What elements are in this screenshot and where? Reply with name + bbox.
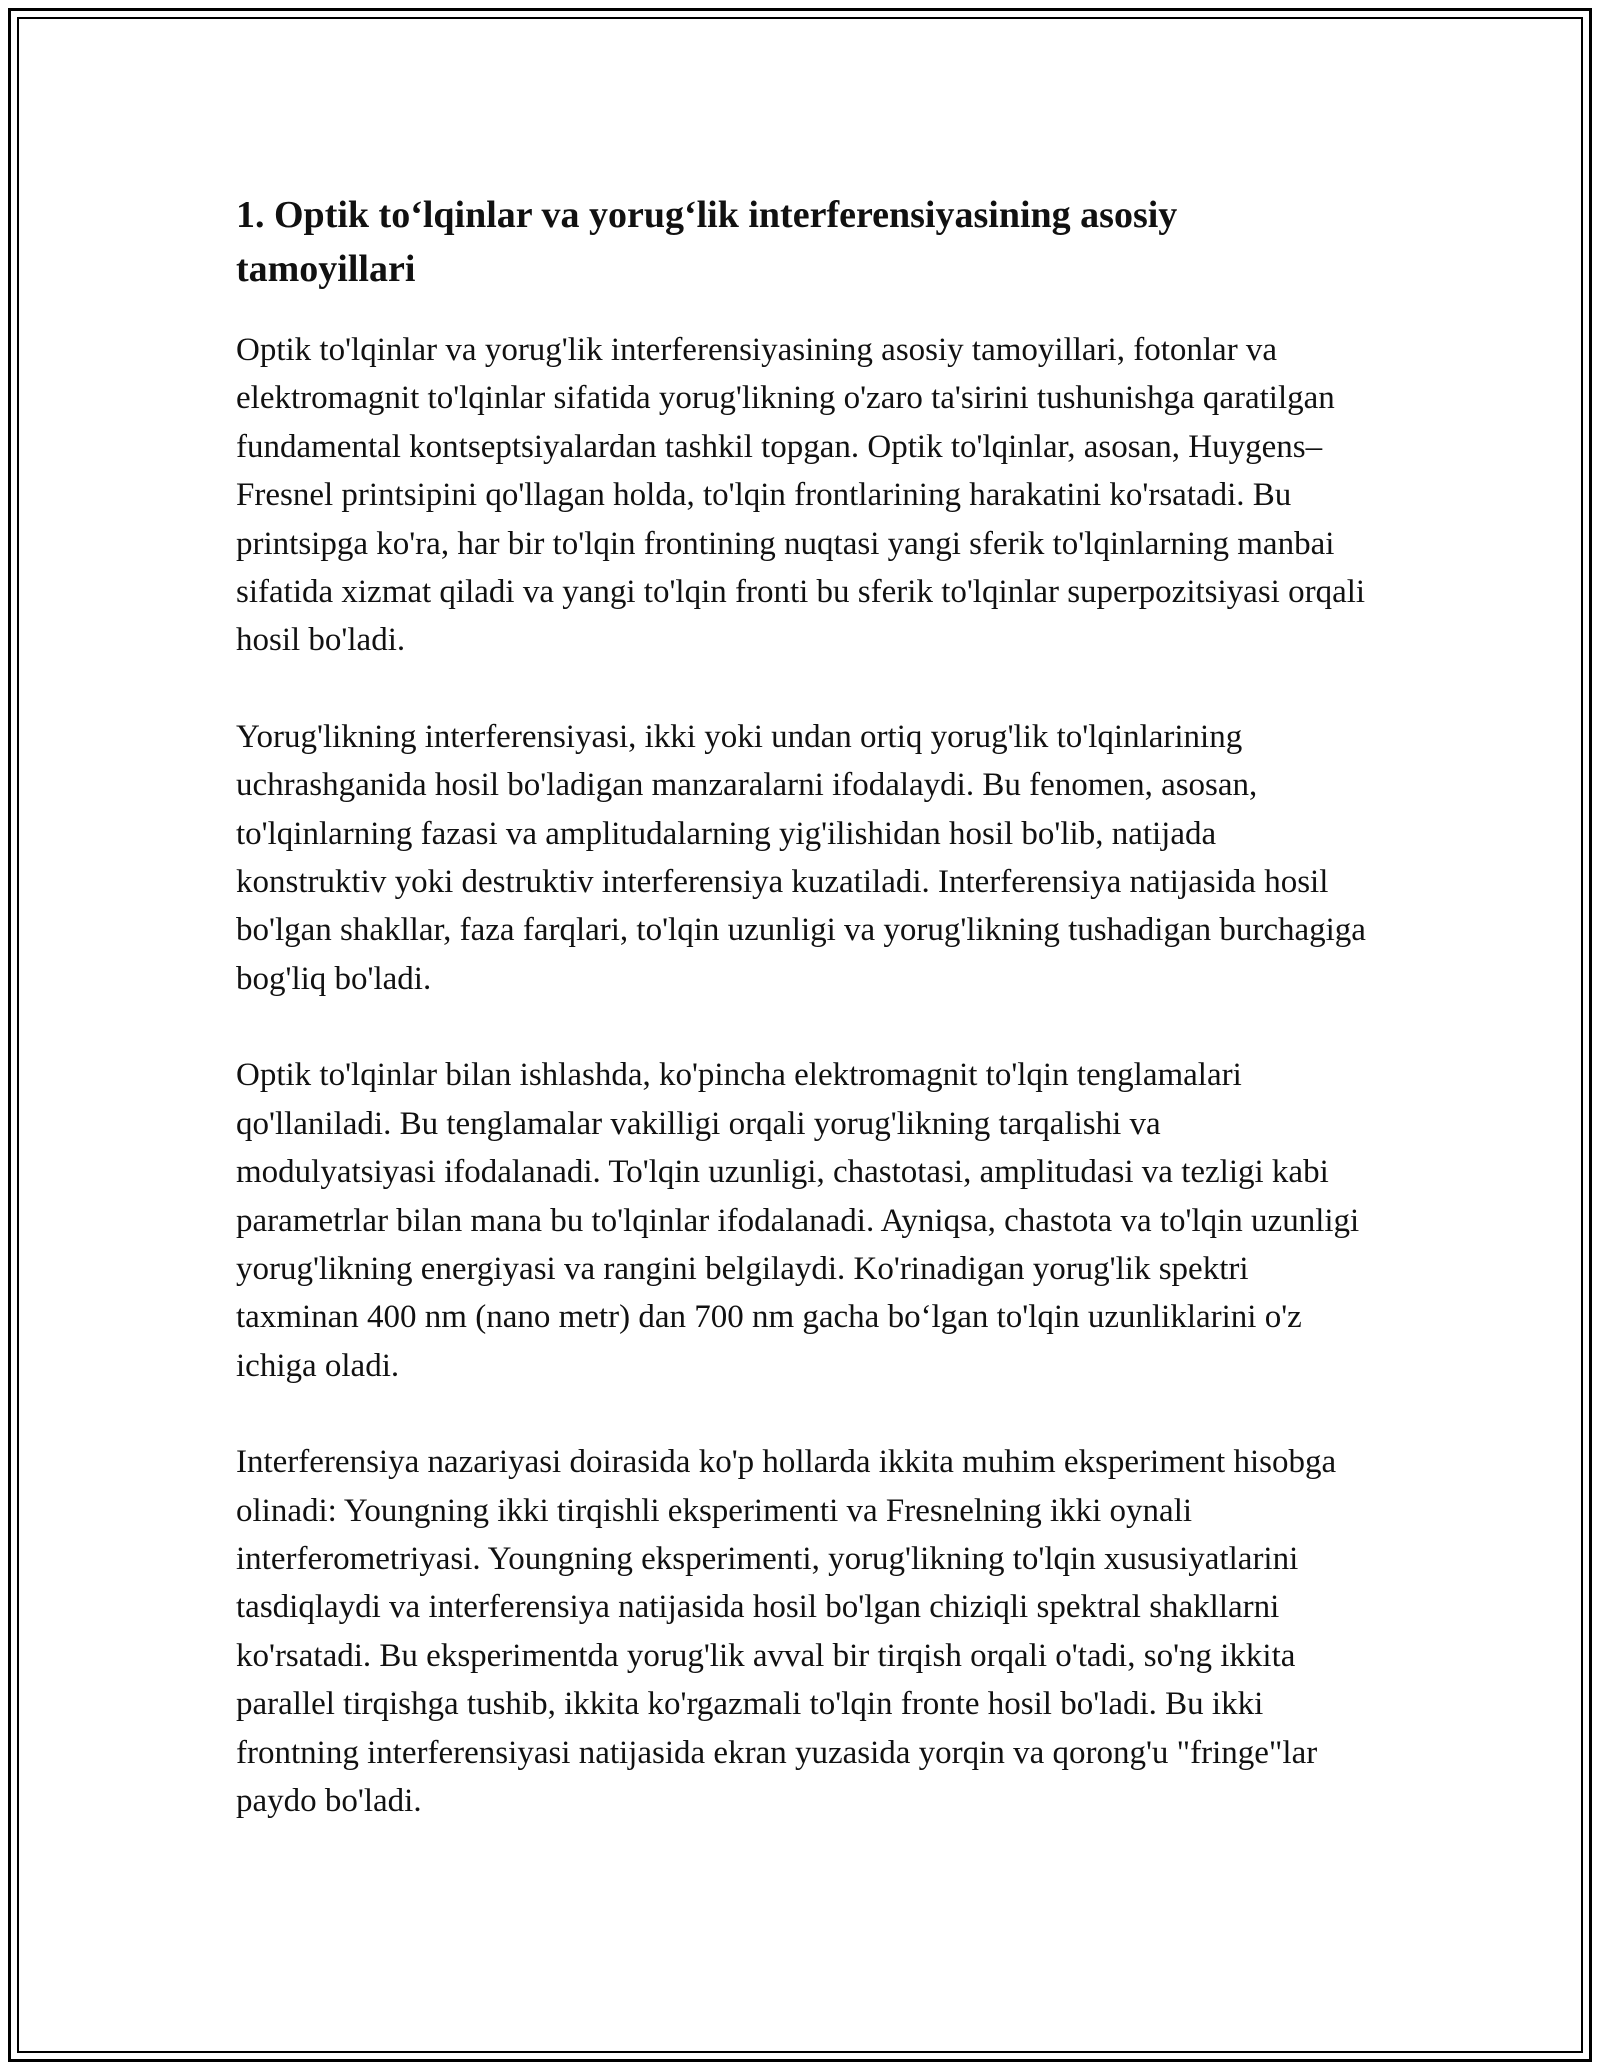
document-body — [236, 188, 1366, 1873]
section-heading: 1. Optik to‘lqinlar va yorug‘lik interferensiyasining asosiy tamoyillari — [236, 194, 1178, 290]
paragraph-3: Optik to'lqinlar bilan ishlashda, ko'pincha elektromagnit to'lqin tenglamalari qo'llaniladi. Bu tenglamalar vakilligi orqali yorug'likning tarqalishi va modulyatsiyasi ifodalanadi. To'lqin uzunligi, chastotasi, amplitudasi va tezligi kabi parametrlar bilan mana bu to'lqinlar ifodalanadi. Ayniqsa, chastota va to'lqin uzunligi yorug'likning energiyasi va rangini belgilaydi. Ko'rinadigan yorug'lik spektri taxminan 400 nm (nano metr) dan 700 nm gacha bo‘lgan to'lqin uzunliklarini o'z ichiga oladi. — [236, 1057, 1360, 1384]
paragraph-4: Interferensiya nazariyasi doirasida ko'p hollarda ikkita muhim eksperiment hisobga olinadi: Youngning ikki tirqishli eksperimenti va Fresnelning ikki oynali interferometriyasi. Youngning eksperimenti, yorug'likning to'lqin xususiyatlarini tasdiqlaydi va interferensiya natijasida hosil bo'lgan chiziqli spektral shakllarni ko'rsatadi. Bu eksperimentda yorug'lik avval bir tirqish orqali o'tadi, so'ng ikkita parallel tirqishga tushib, ikkita ko'rgazmali to'lqin fronte hosil bo'ladi. Bu ikki frontning interferensiyasi natijasida ekran yuzasida yorqin va qorong'u "fringe"lar paydo bo'ladi. — [236, 1444, 1337, 1819]
paragraph-1: Optik to'lqinlar va yorug'lik interferensiyasining asosiy tamoyillari, fotonlar va elektromagnit to'lqinlar sifatida yorug'likning o'zaro ta'sirini tushunishga qaratilgan fundamental kontseptsiyalardan tashkil topgan. Optik to'lqinlar, asosan, Huygens–Fresnel printsipini qo'llagan holda, to'lqin frontlarining harakatini ko'rsatadi. Bu printsipga ko'ra, har bir to'lqin frontining nuqtasi yangi sferik to'lqinlarning manbai sifatida xizmat qiladi va yangi to'lqin fronti bu sferik to'lqinlar superpozitsiyasi orqali hosil bo'ladi. — [236, 332, 1366, 659]
paragraph-2: Yorug'likning interferensiyasi, ikki yoki undan ortiq yorug'lik to'lqinlarining uchrashganida hosil bo'ladigan manzaralarni ifodalaydi. Bu fenomen, asosan, to'lqinlarning fazasi va amplitudalarning yig'ilishidan hosil bo'lib, natijada konstruktiv yoki destruktiv interferensiya kuzatiladi. Interferensiya natijasida hosil bo'lgan shakllar, faza farqlari, to'lqin uzunligi va yorug'likning tushadigan burchagiga bog'liq bo'ladi. — [236, 718, 1366, 997]
